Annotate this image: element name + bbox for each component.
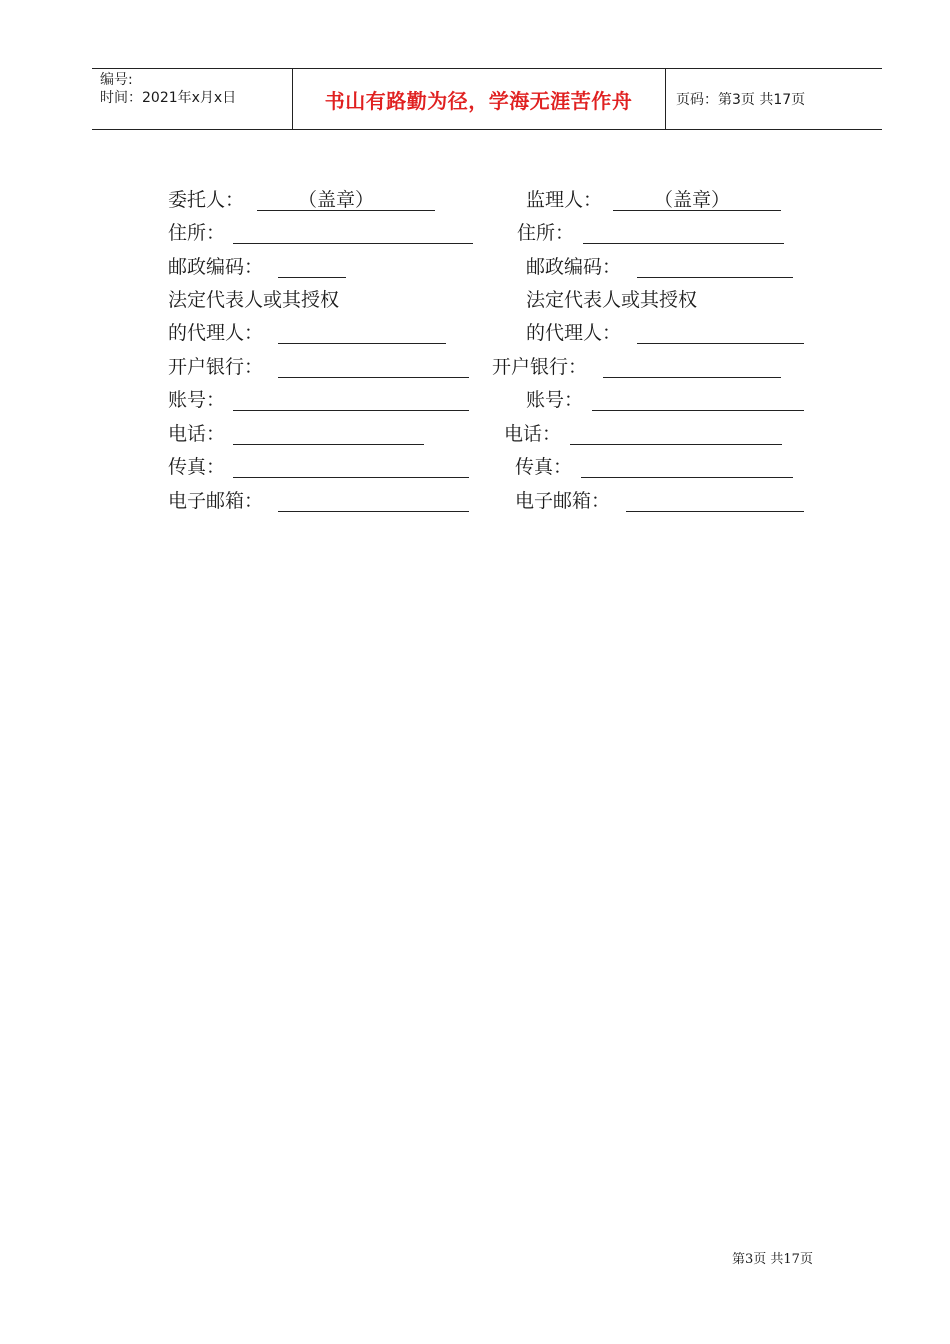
supervisor-email-label: 电子邮箱： [515,490,611,512]
client-address-blank[interactable] [233,243,473,244]
client-email-blank[interactable] [278,511,469,512]
page-footer: 第3页 共17页 [732,1252,813,1267]
supervisor-phone-blank[interactable] [570,444,782,445]
supervisor-rep-label-line2: 的代理人： [526,322,622,344]
client-rep-blank[interactable] [278,343,446,344]
client-account-label: 账号： [168,389,226,411]
header-slogan-cell [292,69,666,129]
client-email-label: 电子邮箱： [168,490,264,512]
supervisor-postal-blank[interactable] [637,277,793,278]
client-address-label: 住所： [168,222,226,244]
client-postal-label: 邮政编码： [168,256,264,278]
client-rep-label-line1: 法定代表人或其授权 [168,289,340,311]
supervisor-fax-blank[interactable] [581,477,793,478]
client-bank-blank[interactable] [278,377,469,378]
client-fax-label: 传真： [168,456,226,478]
header-meta-cell [92,69,293,129]
document-header [92,68,882,130]
document-number-label: 编号: [100,72,133,88]
header-page-cell [666,69,882,129]
client-fax-blank[interactable] [233,477,469,478]
document-time-label: 时间：2021年x月x日 [100,90,237,106]
supervisor-seal-text: （盖章） [654,189,731,211]
client-rep-label-line2: 的代理人： [168,322,264,344]
supervisor-account-blank[interactable] [592,410,804,411]
supervisor-fax-label: 传真： [515,456,573,478]
client-account-blank[interactable] [233,410,469,411]
header-page-info: 页码：第3页 共17页 [676,92,806,108]
client-bank-label: 开户银行： [168,356,264,378]
supervisor-label: 监理人： [526,189,603,211]
supervisor-phone-label: 电话： [504,423,562,445]
supervisor-address-blank[interactable] [583,243,784,244]
header-slogan: 书山有路勤为径，学海无涯苦作舟 [324,89,633,113]
client-postal-blank[interactable] [278,277,346,278]
supervisor-rep-blank[interactable] [637,343,804,344]
supervisor-postal-label: 邮政编码： [526,256,622,278]
supervisor-bank-blank[interactable] [603,377,781,378]
client-label: 委托人： [168,189,245,211]
client-seal-text: （盖章） [298,189,375,211]
supervisor-account-label: 账号： [526,389,584,411]
client-phone-label: 电话： [168,423,226,445]
supervisor-email-blank[interactable] [626,511,804,512]
supervisor-address-label: 住所： [517,222,575,244]
supervisor-bank-label: 开户银行： [492,356,588,378]
client-phone-blank[interactable] [233,444,424,445]
supervisor-rep-label-line1: 法定代表人或其授权 [526,289,698,311]
